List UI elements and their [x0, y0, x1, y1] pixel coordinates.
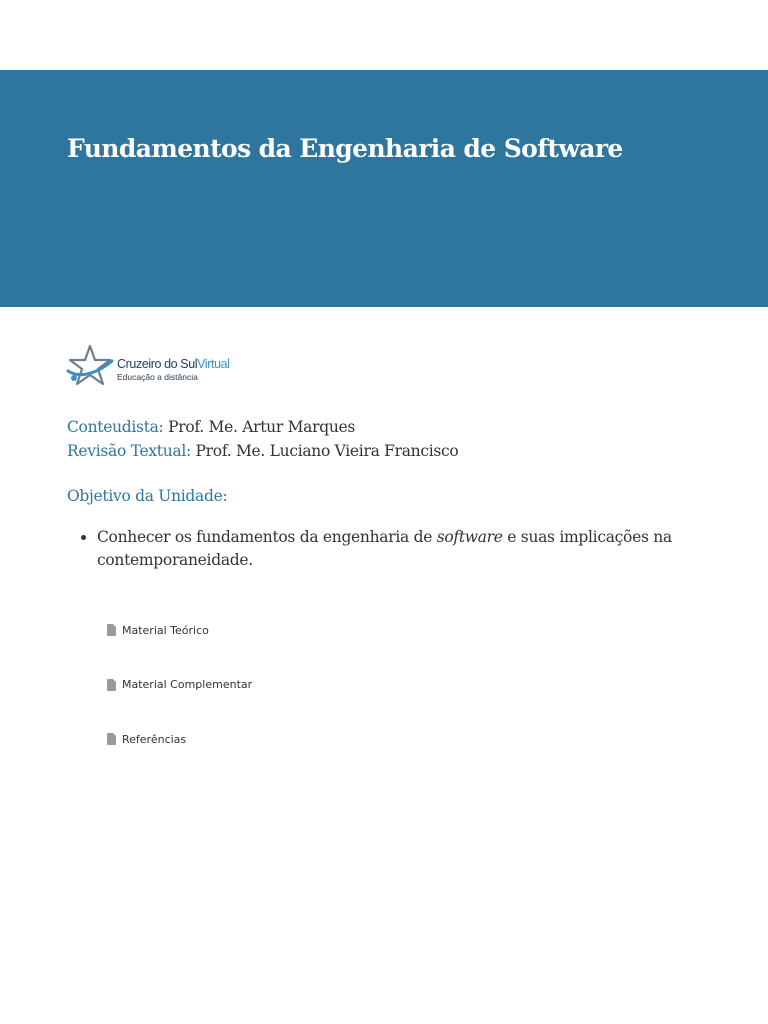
- review-label: Revisão Textual:: [67, 442, 191, 460]
- toc-item-label: Referências: [122, 732, 187, 746]
- credits: [67, 415, 458, 463]
- review-line: [67, 439, 458, 463]
- objetivo-item: [97, 526, 717, 572]
- logo-name-secondary: Virtual: [197, 357, 230, 371]
- author-label: Conteudista:: [67, 418, 164, 436]
- objetivo-text-italic: software: [436, 528, 503, 546]
- objetivo-heading: Objetivo da Unidade:: [67, 487, 228, 505]
- contents-list: [107, 621, 252, 785]
- toc-item-label: Material Teórico: [122, 623, 209, 637]
- author-value: Prof. Me. Artur Marques: [168, 418, 356, 436]
- objetivo-text-start: Conhecer os fundamentos da engenharia de: [97, 528, 437, 546]
- author-line: [67, 415, 458, 439]
- review-value: Prof. Me. Luciano Vieira Francisco: [195, 442, 459, 460]
- logo-name: [117, 357, 230, 371]
- objetivo-text-end: e suas implicações na contemporaneidade.: [97, 528, 672, 569]
- document-icon: [107, 733, 116, 745]
- cruzeiro-do-sul-logo: [66, 343, 246, 389]
- logo-name-primary: Cruzeiro do Sul: [117, 357, 198, 371]
- document-icon: [107, 679, 116, 691]
- toc-item-referencias[interactable]: [107, 730, 252, 748]
- logo-tagline: Educação a distância: [117, 372, 198, 382]
- toc-item-material-teorico[interactable]: [107, 621, 252, 639]
- page-title: Fundamentos da Engenharia de Software: [67, 134, 623, 163]
- title-banner: [0, 70, 768, 307]
- star-logo-icon: [66, 343, 114, 389]
- toc-item-label: Material Complementar: [122, 678, 253, 691]
- document-icon: [107, 624, 116, 636]
- objetivo-list: [67, 526, 717, 572]
- toc-item-material-complementar[interactable]: [107, 676, 252, 694]
